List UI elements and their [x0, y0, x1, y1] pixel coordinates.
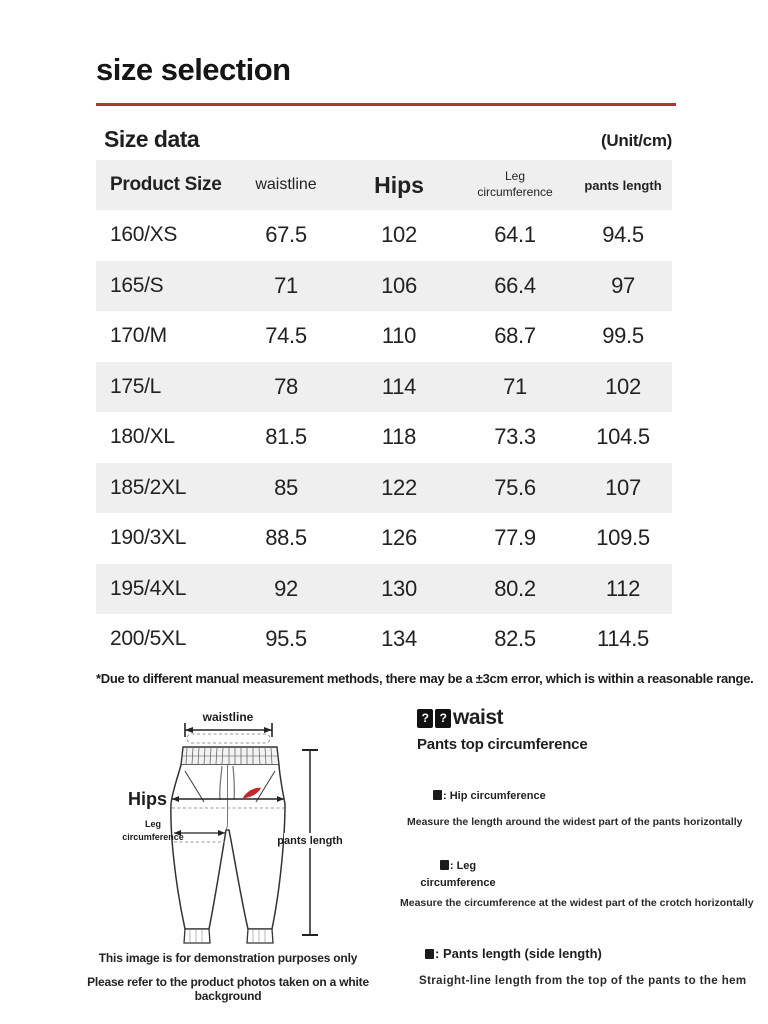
- hips-value: 118: [381, 424, 417, 450]
- column-header-hips: Hips: [374, 171, 424, 198]
- table-row: [96, 412, 672, 463]
- hip-label-text: : Hip circumference: [443, 790, 546, 802]
- leg-value: 75.6: [494, 474, 536, 500]
- leg-value: 80.2: [494, 575, 536, 601]
- pants-length-label-guide: [425, 946, 602, 961]
- size-data-heading: Size data: [104, 126, 200, 152]
- column-header-pants-length: pants length: [584, 177, 662, 193]
- column-header-leg-circumference: Leg circumference: [477, 169, 553, 199]
- length-value: 102: [605, 373, 641, 399]
- pants-length-description: Straight-line length from the top of the pants to the hem: [419, 975, 747, 987]
- leg-circumference-label-line1: Leg: [144, 819, 162, 829]
- missing-glyph-icon: ?: [435, 709, 451, 728]
- waistline-value: 81.5: [265, 424, 307, 450]
- size-value: 160/XS: [110, 223, 178, 247]
- measurement-note: *Due to different manual measurement methods, there may be a ±3cm error, which is within a reasonable range.: [96, 671, 754, 686]
- leg-value: 77.9: [494, 525, 536, 551]
- waistline-label: waistline: [202, 710, 254, 724]
- leg-value: 71: [503, 373, 527, 399]
- waist-heading-text: waist: [453, 706, 504, 729]
- hip-circumference-label: [433, 790, 546, 802]
- pants-diagram: [95, 703, 405, 953]
- hips-value: 122: [381, 474, 417, 500]
- length-value: 109.5: [596, 525, 650, 551]
- table-row: [96, 513, 672, 564]
- hips-label: Hips: [127, 789, 167, 809]
- caption-demo-only: This image is for demonstration purposes only: [98, 951, 358, 965]
- hips-value: 114: [381, 373, 417, 399]
- leg-value: 64.1: [494, 222, 536, 248]
- leg-label-line2: circumference: [420, 877, 496, 890]
- pants-length-label: pants length: [277, 835, 343, 847]
- table-row: [96, 311, 672, 362]
- size-value: 195/4XL: [110, 576, 187, 600]
- length-value: 99.5: [602, 323, 644, 349]
- leg-circumference-description: Measure the circumference at the widest part of the crotch horizontally: [400, 897, 754, 909]
- length-value: 94.5: [602, 222, 644, 248]
- table-row: [96, 362, 672, 413]
- missing-glyph-icon: [440, 860, 449, 870]
- waistline-value: 88.5: [265, 525, 307, 551]
- length-value: 97: [611, 272, 635, 298]
- leg-value: 73.3: [494, 424, 536, 450]
- table-header-row: [96, 160, 672, 210]
- length-value: 107: [605, 474, 641, 500]
- waistline-value: 85: [274, 474, 298, 500]
- size-table: [96, 160, 672, 665]
- size-value: 165/S: [110, 273, 164, 297]
- waistline-value: 74.5: [265, 323, 307, 349]
- leg-value: 68.7: [494, 323, 536, 349]
- missing-glyph-icon: [425, 949, 434, 959]
- missing-glyph-icon: [433, 790, 442, 800]
- hip-circumference-description: Measure the length around the widest part of the pants horizontally: [407, 816, 743, 828]
- column-header-waistline: waistline: [255, 176, 317, 193]
- missing-glyph-icon: ?: [417, 709, 433, 728]
- table-row: [96, 614, 672, 665]
- length-value: 114.5: [597, 626, 649, 652]
- leg-circumference-label: [393, 858, 523, 892]
- hips-value: 102: [381, 222, 417, 248]
- table-row: [96, 564, 672, 615]
- hips-value: 126: [381, 525, 417, 551]
- length-value: 104.5: [596, 424, 650, 450]
- waistline-value: 95.5: [265, 626, 307, 652]
- size-value: 170/M: [110, 324, 167, 348]
- diagram-caption: [83, 951, 373, 1013]
- hips-value: 134: [381, 626, 417, 652]
- table-row: [96, 463, 672, 514]
- size-value: 190/3XL: [110, 526, 187, 550]
- hips-value: 106: [381, 272, 417, 298]
- size-value: 180/XL: [110, 425, 175, 449]
- waistline-value: 67.5: [265, 222, 307, 248]
- length-value: 112: [605, 575, 641, 601]
- waistline-value: 78: [274, 373, 298, 399]
- caption-white-background: Please refer to the product photos taken on a white background: [87, 975, 369, 1003]
- waist-subheading: Pants top circumference: [417, 736, 588, 753]
- column-header-product-size: Product Size: [110, 174, 222, 195]
- page-title: size selection: [96, 52, 291, 87]
- size-value: 175/L: [110, 374, 162, 398]
- size-value: 185/2XL: [110, 475, 187, 499]
- leg-value: 66.4: [494, 272, 536, 298]
- table-row: [96, 261, 672, 312]
- hips-value: 110: [381, 323, 417, 349]
- waist-heading: [417, 706, 503, 730]
- unit-label: (Unit/cm): [601, 131, 672, 150]
- length-label-text: : Pants length (side length): [435, 946, 602, 961]
- table-row: [96, 210, 672, 261]
- leg-circumference-label-line2: circumference: [122, 832, 184, 842]
- size-value: 200/5XL: [110, 627, 187, 651]
- title-divider-line: [96, 103, 676, 106]
- waistline-value: 92: [274, 575, 298, 601]
- leg-label-line1: : Leg: [449, 860, 477, 872]
- leg-value: 82.5: [494, 626, 536, 652]
- hips-value: 130: [381, 575, 417, 601]
- waistline-value: 71: [274, 272, 298, 298]
